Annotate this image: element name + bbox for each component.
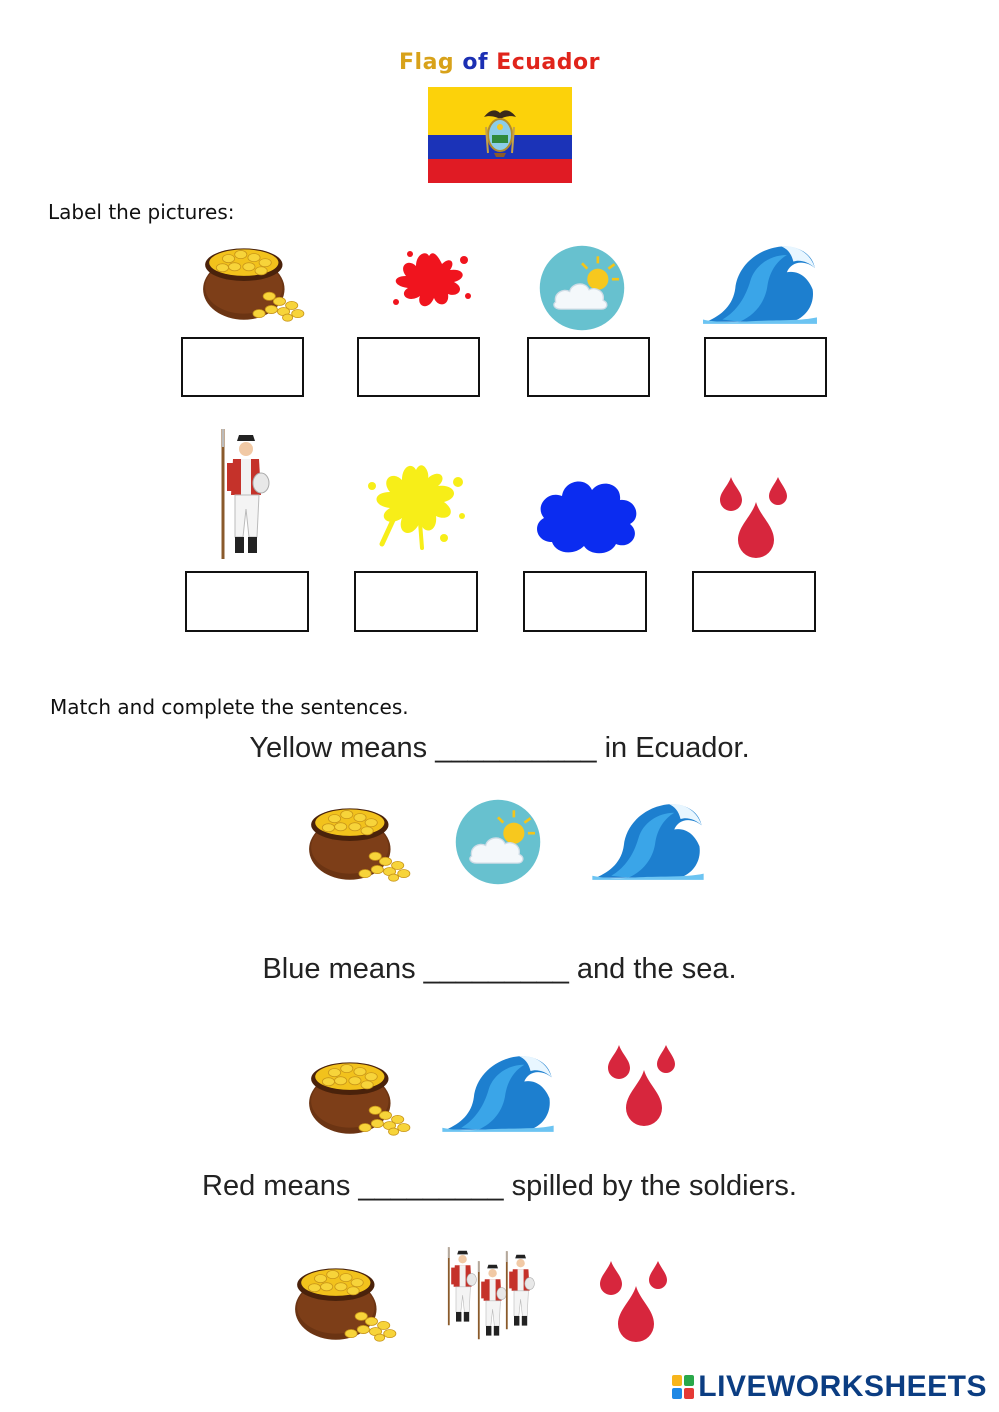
label-box-2[interactable] <box>357 337 480 397</box>
option-sky-sun-cloud-icon[interactable] <box>454 798 542 886</box>
label-box-1[interactable] <box>181 337 304 397</box>
title-word-ecuador: Ecuador <box>496 50 600 75</box>
title-word-of: of <box>462 50 489 75</box>
sea-wave-icon <box>700 240 820 326</box>
option-gold-pot-icon[interactable] <box>304 1054 416 1136</box>
ecuador-flag-icon <box>428 87 572 183</box>
liveworksheets-logo <box>672 1370 987 1404</box>
sky-sun-cloud-icon <box>538 244 626 332</box>
blue-cloud-shape-icon <box>530 472 642 556</box>
section2-instruction: Match and complete the sentences. <box>50 695 409 719</box>
label-box-7[interactable] <box>523 571 647 632</box>
label-box-6[interactable] <box>354 571 478 632</box>
blood-drops-icon <box>716 472 796 562</box>
soldier-icon <box>212 427 278 567</box>
page-title <box>0 50 999 75</box>
sentence-3: Red means _________ spilled by the soldiers. <box>202 1170 797 1202</box>
title-word-flag: Flag <box>399 50 455 75</box>
option-blood-drops-icon[interactable] <box>596 1256 676 1346</box>
red-splash-icon <box>384 246 474 316</box>
option-gold-pot-icon[interactable] <box>290 1260 402 1342</box>
option-blood-drops-icon[interactable] <box>604 1040 684 1130</box>
section1-instruction: Label the pictures: <box>48 200 235 224</box>
option-gold-pot-icon[interactable] <box>304 800 416 882</box>
brand-text: LIVEWORKSHEETS <box>698 1370 987 1403</box>
label-box-3[interactable] <box>527 337 650 397</box>
option-sea-wave-icon[interactable] <box>440 1050 556 1134</box>
option-sea-wave-icon[interactable] <box>590 798 706 882</box>
option-soldiers-group-icon[interactable] <box>444 1246 540 1348</box>
sentence-1: Yellow means __________ in Ecuador. <box>249 732 750 764</box>
label-box-5[interactable] <box>185 571 309 632</box>
sentence-2: Blue means _________ and the sea. <box>262 953 737 985</box>
yellow-splash-icon <box>364 456 468 552</box>
label-box-4[interactable] <box>704 337 827 397</box>
liveworksheets-logo-icon <box>672 1375 694 1399</box>
label-box-8[interactable] <box>692 571 816 632</box>
gold-pot-icon <box>198 240 310 322</box>
